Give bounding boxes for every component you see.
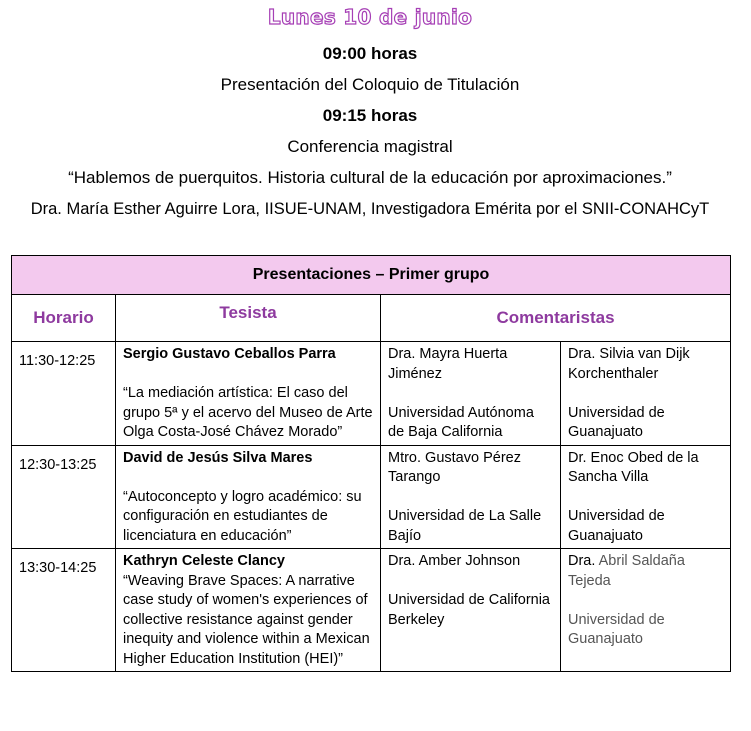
event-keynote: Conferencia magistral — [287, 137, 453, 156]
commentator-title: Dra. — [568, 553, 596, 569]
student-cell — [116, 549, 381, 672]
student-name: Kathryn Celeste Clancy — [123, 553, 285, 569]
student-cell — [116, 445, 381, 549]
time-cell: 13:30-14:25 — [12, 549, 116, 672]
commentator-name: Dra. Mayra Huerta Jiménez — [388, 346, 508, 382]
commentator-institution: Universidad de Guanajuato — [568, 508, 665, 544]
commentator-institution: Universidad de California Berkeley — [388, 592, 550, 628]
commentator-name: Mtro. Gustavo Pérez Tarango — [388, 449, 521, 485]
time-0915: 09:15 horas — [322, 106, 418, 125]
column-header-horario: Horario — [12, 295, 116, 342]
column-header-tesista: Tesista — [116, 295, 381, 342]
commentator-cell — [561, 342, 731, 446]
commentator-cell — [561, 445, 731, 549]
keynote-speaker: Dra. María Esther Aguirre Lora, IISUE-UNAM, Investigadora Emérita por el SNII-CONAHCyT — [30, 200, 710, 218]
time-0900: 09:00 horas — [322, 44, 418, 63]
student-name: Sergio Gustavo Ceballos Parra — [123, 346, 336, 362]
student-name: David de Jesús Silva Mares — [123, 449, 313, 466]
group-header: Presentaciones – Primer grupo — [12, 256, 731, 295]
thesis-title: “Autoconcepto y logro académico: su configuración en estudiantes de licenciatura en educación” — [123, 488, 362, 544]
column-header-comentaristas: Comentaristas — [381, 295, 731, 342]
commentator-name: Dra. Silvia van Dijk Korchenthaler — [568, 346, 690, 382]
commentator-institution: Universidad de La Salle Bajío — [388, 508, 542, 544]
commentator-cell — [561, 549, 731, 672]
commentator-name: Dra. Amber Johnson — [388, 553, 521, 569]
commentator-institution: Universidad Autónoma de Baja California — [388, 404, 534, 440]
commentator-cell — [381, 445, 561, 549]
commentator-cell — [381, 342, 561, 446]
day-title: Lunes 10 de junio — [267, 5, 473, 29]
keynote-title: “Hablemos de puerquitos. Historia cultural de la educación por aproximaciones.” — [68, 168, 672, 187]
table-row — [12, 549, 731, 672]
program-table — [11, 255, 731, 672]
commentator-name: Dr. Enoc Obed de la Sancha Villa — [568, 449, 699, 485]
commentator-name — [568, 552, 723, 591]
time-cell: 11:30-12:25 — [12, 342, 116, 446]
commentator-name-text: Abril Saldaña Tejeda — [568, 553, 685, 589]
table-row — [12, 342, 731, 446]
time-cell: 12:30-13:25 — [12, 445, 116, 549]
event-presentation: Presentación del Coloquio de Titulación — [220, 75, 520, 94]
thesis-title: “La mediación artística: El caso del grupo 5ª y el acervo del Museo de Arte Olga Costa-José Chávez Morado” — [123, 385, 373, 440]
commentator-cell — [381, 549, 561, 672]
student-cell — [116, 342, 381, 446]
thesis-title: “Weaving Brave Spaces: A narrative case study of women's experiences of collective resistance against gender inequity and violence within a Mexican Higher Education Institution (HEI)” — [123, 572, 370, 667]
table-row — [12, 445, 731, 549]
commentator-institution: Universidad de Guanajuato — [568, 611, 665, 647]
commentator-institution: Universidad de Guanajuato — [568, 404, 665, 440]
